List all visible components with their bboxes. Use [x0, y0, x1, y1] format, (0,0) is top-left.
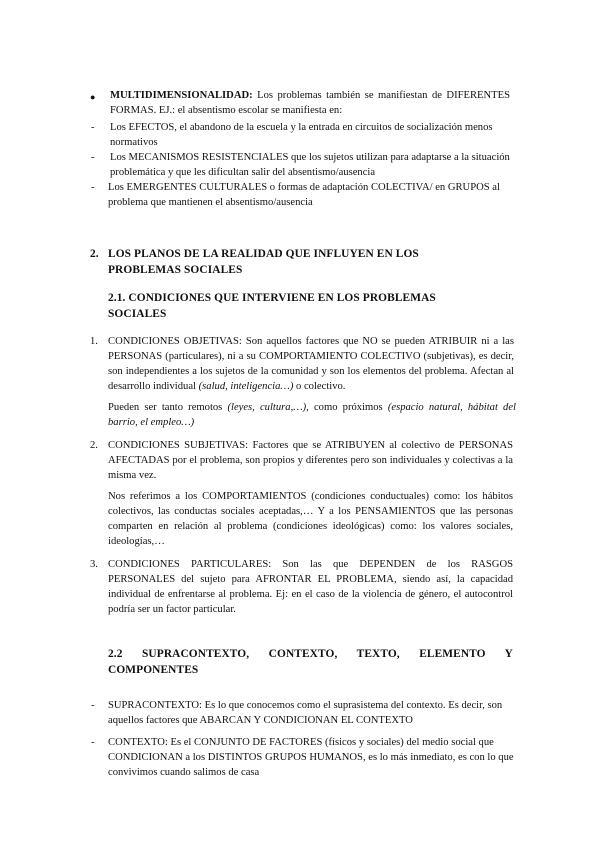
subsection-heading: 2.1. CONDICIONES QUE INTERVIENE EN LOS PROBLEMAS SOCIALES	[108, 292, 436, 320]
section-number: 2.	[90, 248, 99, 260]
dash-marker: -	[91, 152, 95, 163]
list-item-efectos: Los EFECTOS, el abandono de la escuela y la entrada en circuitos de socialización menos normativos	[110, 122, 493, 148]
dash-marker: -	[91, 700, 95, 711]
list-number: 1.	[90, 336, 98, 347]
examples-remotos: (leyes, cultura,…)	[227, 402, 307, 413]
subsection-heading-2-2: 2.2 SUPRACONTEXTO, CONTEXTO, TEXTO, ELEMENTO Y COMPONENTES	[108, 648, 513, 676]
examples-text-2: , como próximos	[306, 402, 388, 413]
condiciones-subjetivas-paragraph: CONDICIONES SUBJETIVAS: Factores que se ATRIBUYEN al colectivo de PERSONAS AFECTADAS por el problema, son propios y diferentes pero son individuales y colectivas a la misma vez.	[108, 440, 513, 481]
condiciones-objetivas-tail: o colectivo.	[293, 381, 346, 392]
dash-marker: -	[91, 182, 95, 193]
multidimensionalidad-paragraph	[110, 88, 510, 118]
list-item-emergentes: Los EMERGENTES CULTURALES o formas de adaptación COLECTIVA/ en GRUPOS al problema que mantienen el absentismo/ausencia	[108, 182, 500, 208]
condiciones-objetivas-text: CONDICIONES OBJETIVAS: Son aquellos factores que NO se pueden ATRIBUIR ni a las PERSONAS (particulares), ni a su COMPORTAMIENTO COLECTIVO (subjetivas), es decir, son independientes a los sujetos de la comunidad y son los elementos del problema. Afectan al desarrollo individual	[108, 336, 514, 392]
multidimensionalidad-text: Los problemas también se manifiestan de DIFERENTES FORMAS. EJ.: el absentismo escolar se manifiesta en:	[110, 90, 510, 116]
list-item-mecanismos: Los MECANISMOS RESISTENCIALES que los sujetos utilizan para adaptarse a la situación problemática y que les dificultan salir del absentismo/ausencia	[110, 152, 510, 178]
list-number: 3.	[90, 559, 98, 570]
condiciones-objetivas-italic: (salud, inteligencia…)	[198, 381, 294, 392]
examples-proximos: (espacio natural, hábitat del barrio, el empleo…)	[108, 402, 516, 428]
condiciones-objetivas-examples	[108, 400, 516, 430]
dash-marker: -	[91, 122, 95, 133]
condiciones-subjetivas-detail: Nos referimos a los COMPORTAMIENTOS (condiciones conductuales) como: los hábitos colectivos, las conductas sociales aceptadas,… Y a los PENSAMIENTOS que las personas comparten en relación al problema (condiciones ideológicas) como: los valores sociales, ideologías,…	[108, 491, 513, 547]
section-heading: LOS PLANOS DE LA REALIDAD QUE INFLUYEN EN LOS PROBLEMAS SOCIALES	[108, 248, 419, 276]
bullet-marker: ●	[90, 92, 96, 102]
dash-marker: -	[91, 737, 95, 748]
condiciones-objetivas-paragraph	[108, 334, 514, 394]
multidimensionalidad-term: MULTIDIMENSIONALIDAD:	[110, 90, 253, 101]
list-item-contexto: CONTEXTO: Es el CONJUNTO DE FACTORES (físicos y sociales) del medio social que CONDICIONAN a los DISTINTOS GRUPOS HUMANOS, es lo más inmediato, es con lo que convivimos cuando salimos de casa	[108, 737, 514, 778]
list-number: 2.	[90, 440, 98, 451]
condiciones-particulares-paragraph: CONDICIONES PARTICULARES: Son las que DEPENDEN de los RASGOS PERSONALES del sujeto para AFRONTAR EL PROBLEMA, siendo así, la capacidad individual de enfrentarse al problema. Ej: en el caso de la violencia de género, el autocontrol podría ser un factor particular.	[108, 559, 513, 615]
list-item-supracontexto: SUPRACONTEXTO: Es lo que conocemos como el suprasistema del contexto. Es decir, son aquellos factores que ABARCAN Y CONDICIONAN EL CONTEXTO	[108, 700, 503, 726]
examples-text: Pueden ser tanto remotos	[108, 402, 228, 413]
